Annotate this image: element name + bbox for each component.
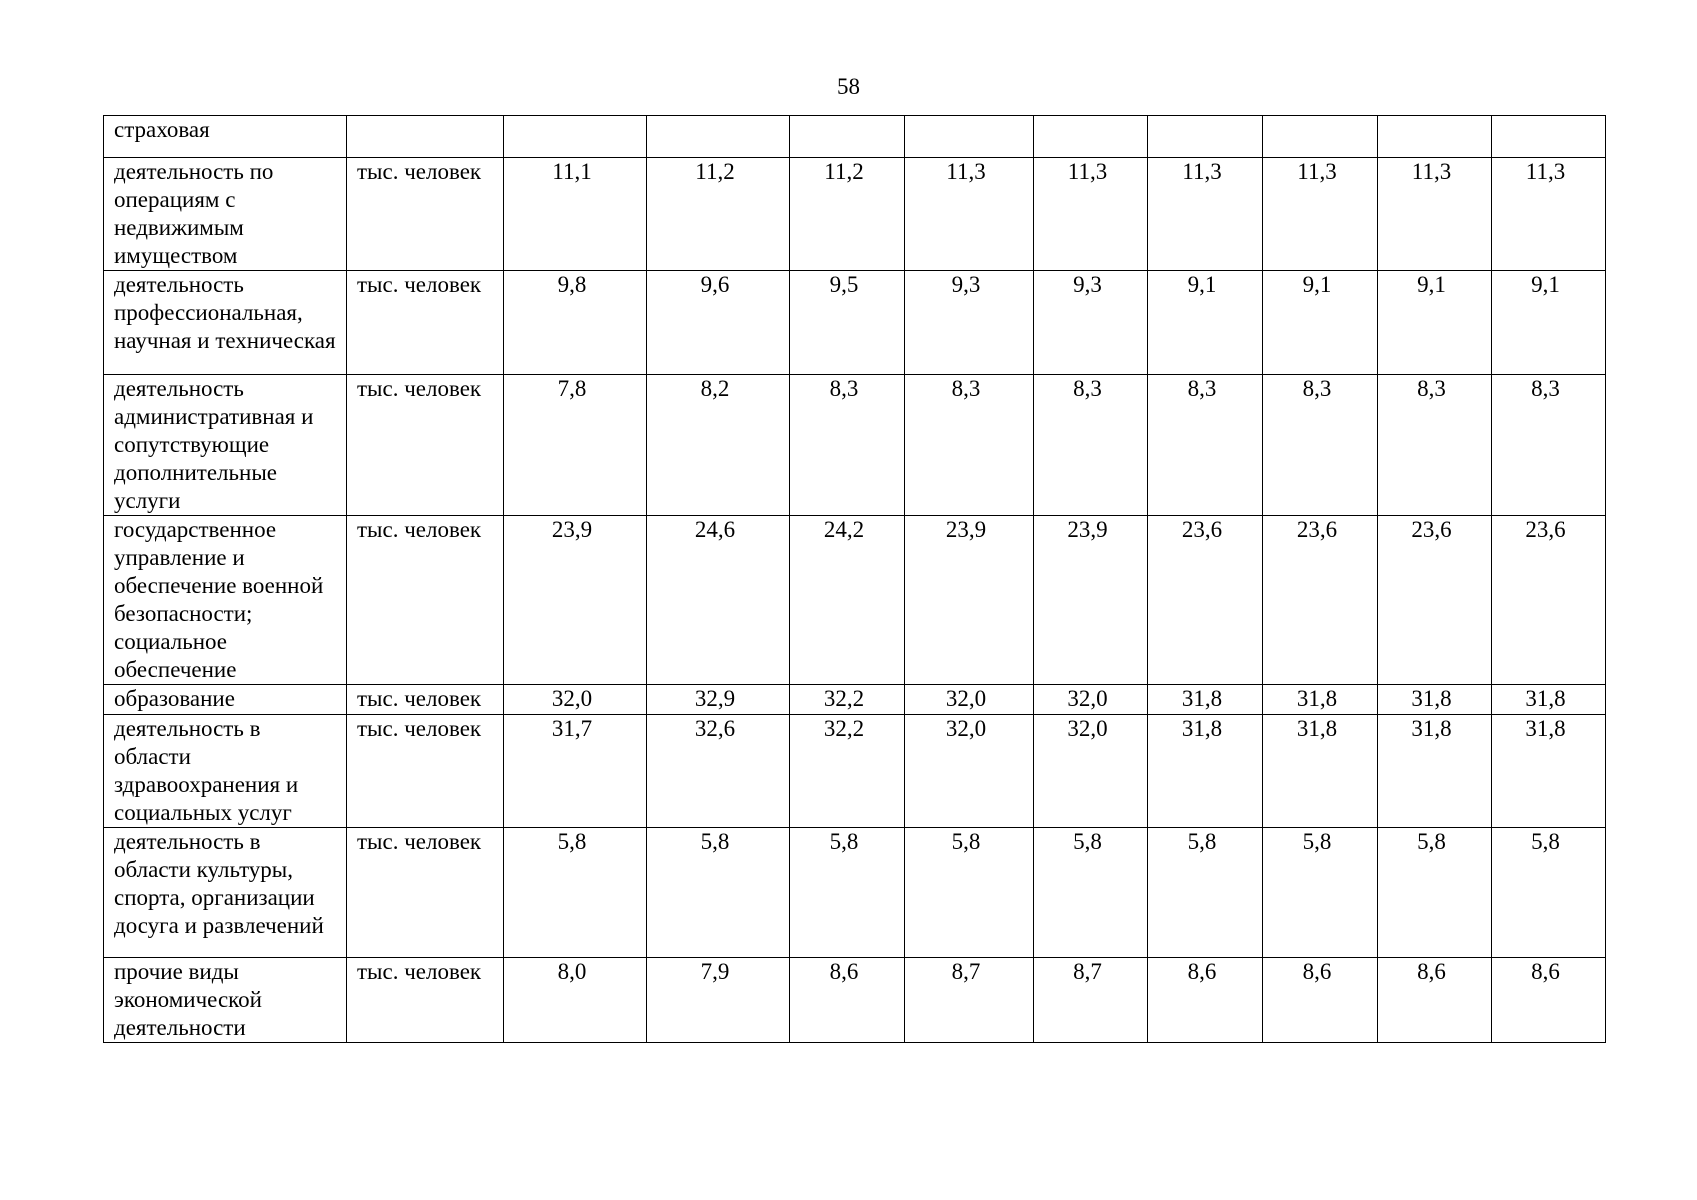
value-cell: 11,2	[790, 158, 905, 271]
row-label: деятельность профессиональная, научная и техническая	[104, 271, 347, 375]
page-number: 58	[837, 74, 860, 99]
row-unit: тыс. человек	[347, 516, 504, 685]
value-cell: 9,3	[905, 271, 1034, 375]
value-cell: 32,0	[905, 715, 1034, 828]
value-cell: 5,8	[905, 828, 1034, 958]
value-cell: 11,1	[504, 158, 647, 271]
row-unit: тыс. человек	[347, 958, 504, 1043]
row-label: деятельность в области здравоохранения и социальных услуг	[104, 715, 347, 828]
value-cell: 32,2	[790, 715, 905, 828]
value-cell: 8,6	[790, 958, 905, 1043]
value-cell: 9,1	[1263, 271, 1378, 375]
value-cell	[790, 116, 905, 158]
value-cell: 8,7	[905, 958, 1034, 1043]
value-cell: 31,8	[1263, 715, 1378, 828]
value-cell: 31,8	[1378, 715, 1492, 828]
value-cell: 32,2	[790, 685, 905, 715]
row-unit: тыс. человек	[347, 158, 504, 271]
row-label: деятельность в области культуры, спорта, организации досуга и развлечений	[104, 828, 347, 958]
value-cell: 31,7	[504, 715, 647, 828]
value-cell: 11,3	[1492, 158, 1606, 271]
value-cell: 11,3	[1263, 158, 1378, 271]
data-table	[103, 115, 1606, 1043]
table-row	[104, 828, 1606, 958]
value-cell: 8,3	[905, 375, 1034, 516]
table-row	[104, 516, 1606, 685]
value-cell	[647, 116, 790, 158]
value-cell: 32,9	[647, 685, 790, 715]
value-cell: 8,2	[647, 375, 790, 516]
value-cell: 5,8	[790, 828, 905, 958]
value-cell: 32,0	[1034, 685, 1148, 715]
value-cell: 31,8	[1263, 685, 1378, 715]
value-cell: 8,6	[1378, 958, 1492, 1043]
table-row	[104, 715, 1606, 828]
value-cell	[905, 116, 1034, 158]
value-cell: 9,1	[1148, 271, 1263, 375]
value-cell	[504, 116, 647, 158]
value-cell: 23,9	[1034, 516, 1148, 685]
row-unit: тыс. человек	[347, 715, 504, 828]
value-cell	[1492, 116, 1606, 158]
table-row	[104, 375, 1606, 516]
value-cell: 5,8	[504, 828, 647, 958]
row-unit: тыс. человек	[347, 375, 504, 516]
value-cell: 8,6	[1263, 958, 1378, 1043]
value-cell: 31,8	[1148, 715, 1263, 828]
value-cell: 32,0	[504, 685, 647, 715]
value-cell: 9,8	[504, 271, 647, 375]
value-cell: 8,3	[790, 375, 905, 516]
row-label: страховая	[104, 116, 347, 158]
row-unit	[347, 116, 504, 158]
value-cell: 9,1	[1378, 271, 1492, 375]
value-cell: 24,6	[647, 516, 790, 685]
value-cell: 9,3	[1034, 271, 1148, 375]
value-cell: 32,6	[647, 715, 790, 828]
table-row	[104, 685, 1606, 715]
value-cell	[1378, 116, 1492, 158]
value-cell	[1034, 116, 1148, 158]
value-cell: 5,8	[1378, 828, 1492, 958]
row-label: образование	[104, 685, 347, 715]
value-cell: 8,3	[1378, 375, 1492, 516]
value-cell: 23,6	[1263, 516, 1378, 685]
row-unit: тыс. человек	[347, 828, 504, 958]
row-label: деятельность по операциям с недвижимым имуществом	[104, 158, 347, 271]
value-cell: 23,9	[504, 516, 647, 685]
value-cell: 8,6	[1492, 958, 1606, 1043]
value-cell: 8,3	[1034, 375, 1148, 516]
value-cell: 5,8	[1263, 828, 1378, 958]
value-cell: 23,9	[905, 516, 1034, 685]
value-cell: 11,3	[1378, 158, 1492, 271]
table-row	[104, 271, 1606, 375]
value-cell: 31,8	[1378, 685, 1492, 715]
value-cell: 9,6	[647, 271, 790, 375]
value-cell: 9,5	[790, 271, 905, 375]
value-cell	[1148, 116, 1263, 158]
row-unit: тыс. человек	[347, 271, 504, 375]
value-cell: 11,3	[1034, 158, 1148, 271]
value-cell: 5,8	[1034, 828, 1148, 958]
row-label: деятельность административная и сопутствующие дополнительные услуги	[104, 375, 347, 516]
table-row	[104, 958, 1606, 1043]
value-cell: 8,6	[1148, 958, 1263, 1043]
table-body	[104, 116, 1606, 1043]
row-unit: тыс. человек	[347, 685, 504, 715]
value-cell: 7,9	[647, 958, 790, 1043]
value-cell: 8,0	[504, 958, 647, 1043]
table-row	[104, 116, 1606, 158]
value-cell: 8,3	[1492, 375, 1606, 516]
row-label: прочие виды экономической деятельности	[104, 958, 347, 1043]
value-cell: 5,8	[1148, 828, 1263, 958]
value-cell: 11,3	[1148, 158, 1263, 271]
value-cell: 5,8	[647, 828, 790, 958]
table-row	[104, 158, 1606, 271]
value-cell: 31,8	[1492, 685, 1606, 715]
value-cell: 23,6	[1148, 516, 1263, 685]
value-cell	[1263, 116, 1378, 158]
value-cell: 32,0	[905, 685, 1034, 715]
value-cell: 9,1	[1492, 271, 1606, 375]
value-cell: 11,3	[905, 158, 1034, 271]
value-cell: 24,2	[790, 516, 905, 685]
value-cell: 8,3	[1148, 375, 1263, 516]
value-cell: 31,8	[1492, 715, 1606, 828]
value-cell: 23,6	[1378, 516, 1492, 685]
value-cell: 32,0	[1034, 715, 1148, 828]
row-label: государственное управление и обеспечение военной безопасности; социальное обеспечение	[104, 516, 347, 685]
value-cell: 7,8	[504, 375, 647, 516]
value-cell: 5,8	[1492, 828, 1606, 958]
value-cell: 8,3	[1263, 375, 1378, 516]
value-cell: 8,7	[1034, 958, 1148, 1043]
value-cell: 31,8	[1148, 685, 1263, 715]
value-cell: 11,2	[647, 158, 790, 271]
value-cell: 23,6	[1492, 516, 1606, 685]
